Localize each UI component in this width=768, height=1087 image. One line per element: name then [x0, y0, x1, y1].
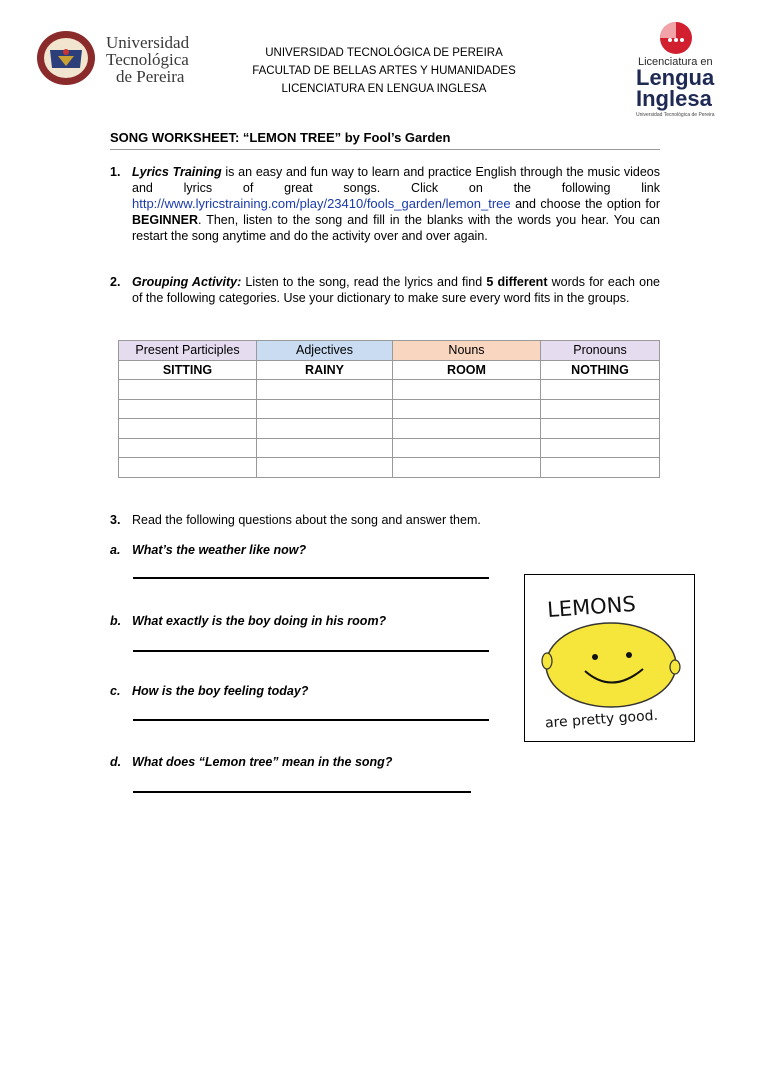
university-name: UNIVERSIDAD TECNOLÓGICA DE PEREIRA: [265, 47, 503, 59]
blank-cell[interactable]: [393, 399, 541, 419]
item-2: 2. Grouping Activity: Listen to the song, read the lyrics and find 5 different words for each one of the following categories. Use your dictionary to make sure every word fits in the groups.: [110, 275, 660, 305]
lemons-illustration: [524, 574, 695, 742]
blank-cell[interactable]: [257, 380, 393, 400]
faculty-name: FACULTAD DE BELLAS ARTES Y HUMANIDADES: [252, 65, 516, 77]
table-row: [119, 399, 660, 419]
blank-cell[interactable]: [393, 380, 541, 400]
blank-cell[interactable]: [119, 380, 257, 400]
question-a: a. What’s the weather like now?: [110, 543, 307, 557]
program-logo: Licenciatura en Lengua Inglesa Universidad Tecnológica de Pereira: [628, 20, 738, 110]
blank-cell[interactable]: [257, 438, 393, 458]
blank-cell[interactable]: [119, 458, 257, 478]
blank-cell[interactable]: [541, 458, 660, 478]
lemon-icon: [525, 575, 696, 743]
lyrics-training-label: Lyrics Training: [132, 165, 222, 179]
blank-cell[interactable]: [119, 399, 257, 419]
header-present-participles: Present Participles: [119, 341, 257, 361]
example-cell: RAINY: [257, 360, 393, 380]
answer-line-d[interactable]: [133, 791, 471, 793]
blank-cell[interactable]: [541, 438, 660, 458]
grouping-activity-label: Grouping Activity:: [132, 275, 242, 289]
lyrics-training-link[interactable]: http://www.lyricstraining.com/play/23410/fools_garden/lemon_tree: [132, 196, 511, 211]
program-emblem-icon: [646, 20, 706, 56]
program-name: LICENCIATURA EN LENGUA INGLESA: [281, 83, 487, 95]
header-nouns: Nouns: [393, 341, 541, 361]
blank-cell[interactable]: [393, 458, 541, 478]
item-1: 1. Lyrics Training is an easy and fun way to learn and practice English through the music videos and lyrics of great songs. Click on the following link http://www.lyricstraining.com/play/23410/fools_garden/lemon_tree and choose the option for BEGINNER. Then, listen to the song and fill in the blanks with the words you hear. You can restart the song anytime and do the activity over and over again.: [110, 165, 660, 243]
question-d: d. What does “Lemon tree” mean in the song?: [110, 755, 393, 769]
blank-cell[interactable]: [257, 419, 393, 439]
blank-cell[interactable]: [257, 458, 393, 478]
answer-line-c[interactable]: [133, 719, 489, 721]
example-cell: SITTING: [119, 360, 257, 380]
grouping-table: [118, 340, 660, 478]
lemons-caption: are pretty good.: [544, 707, 659, 732]
table-row: [119, 419, 660, 439]
blank-cell[interactable]: [541, 380, 660, 400]
blank-cell[interactable]: [541, 399, 660, 419]
utp-seal-icon: [36, 30, 100, 86]
answer-line-a[interactable]: [133, 577, 489, 579]
header-pronouns: Pronouns: [541, 341, 660, 361]
utp-logo-text: Universidad Tecnológica de Pereira: [106, 33, 190, 86]
blank-cell[interactable]: [119, 419, 257, 439]
item-3: 3. Read the following questions about the song and answer them.: [110, 513, 481, 527]
blank-cell[interactable]: [393, 438, 541, 458]
lemons-heading: LEMONS: [546, 591, 637, 623]
header-adjectives: Adjectives: [257, 341, 393, 361]
question-c: c. How is the boy feeling today?: [110, 684, 309, 698]
question-b: b. What exactly is the boy doing in his room?: [110, 614, 387, 628]
blank-cell[interactable]: [119, 438, 257, 458]
blank-cell[interactable]: [541, 419, 660, 439]
table-example-row: [119, 360, 660, 380]
table-header-row: [119, 341, 660, 361]
blank-cell[interactable]: [393, 419, 541, 439]
table-row: [119, 380, 660, 400]
table-row: [119, 438, 660, 458]
blank-cell[interactable]: [257, 399, 393, 419]
example-cell: NOTHING: [541, 360, 660, 380]
utp-logo: [36, 30, 206, 86]
example-cell: ROOM: [393, 360, 541, 380]
answer-line-b[interactable]: [133, 650, 489, 652]
institution-header: [210, 44, 558, 98]
table-row: [119, 458, 660, 478]
worksheet-title: SONG WORKSHEET: “LEMON TREE” by Fool’s Garden: [110, 130, 660, 150]
